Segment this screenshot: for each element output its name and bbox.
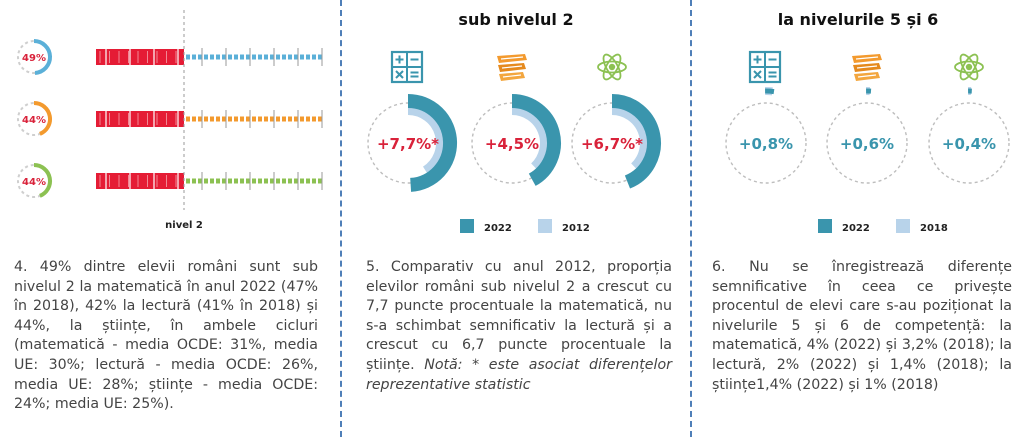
atom-nucleus [609, 64, 615, 70]
atom-icon [598, 52, 626, 82]
difference-label: +0,6% [839, 135, 895, 153]
donut-arc-2022 [765, 91, 774, 92]
legend-label-2012: 2012 [562, 223, 590, 234]
difference-label: +4,5% [484, 135, 540, 153]
atom-nucleus [966, 64, 972, 70]
legend-swatch-2022 [460, 219, 474, 233]
legend-swatch-2018 [896, 219, 910, 233]
panel2-main-text: 5. Comparativ cu anul 2012, proporția elevilor români sub nivelul 2 a crescut cu 7,7 puncte procentuale la matematică, nu s-a schimbat semnificativ la lectură și a crescut cu 6,7 puncte procentuale la științe. [366, 259, 672, 373]
panel1-description: 4. 49% dintre elevii români sunt sub nivelul 2 la matematică în anul 2022 (47% în 2018), 42% la lectură (41% în 2018) și 44%, la științe, în ambele cicluri (matematică - media OCDE: 31%, media UE: 30%; lectură - media OCDE: 26%, media UE: 28%; științe - media OCDE: 24%; media UE: 25%). [14, 259, 318, 413]
legend-label-2018: 2018 [920, 223, 948, 234]
legend-swatch-2022 [818, 219, 832, 233]
panel-below-level2-change [342, 0, 690, 437]
panel3-description: 6. Nu se înregistrează diferențe semnificative în ceea ce privește procentul de elevi care s-au poziționat la nivelurile 5 și 6 de competență: la matematică, 4% (2022) și 3,2% (2018); la lectură, 2% (2022) și 1,4% (2018); la științe1,4% (2022) și 1% (2018) [712, 259, 1012, 393]
panel3-title: la nivelurile 5 și 6 [777, 10, 939, 29]
share-ring-label: 49% [22, 53, 46, 64]
share-ring-label: 44% [22, 177, 46, 188]
share-ring-label: 44% [22, 115, 46, 126]
difference-label: +6,7%* [580, 135, 644, 153]
level2-axis-label: nivel 2 [165, 220, 203, 231]
below-level2-change-chart [342, 0, 690, 250]
calculator-icon [750, 52, 780, 82]
legend-label-2022: 2022 [484, 223, 512, 234]
atom-icon [955, 52, 983, 82]
legend-swatch-2012 [538, 219, 552, 233]
panel-below-level2-share [0, 0, 340, 437]
books-icon [497, 54, 527, 81]
panel2-title: sub nivelul 2 [458, 10, 574, 29]
panel-levels-5-6-change [692, 0, 1024, 437]
levels-5-6-change-chart [692, 0, 1024, 250]
panel2-description [366, 258, 672, 395]
difference-label: +0,8% [738, 135, 794, 153]
difference-label: +7,7%* [376, 135, 440, 153]
difference-label: +0,4% [941, 135, 997, 153]
books-icon [852, 54, 882, 81]
calculator-icon [392, 52, 422, 82]
panel2-note: Notă: * este asociat diferențelor reprezentative statistic [366, 356, 672, 393]
legend-label-2022: 2022 [842, 223, 870, 234]
level-share-chart [0, 0, 340, 240]
